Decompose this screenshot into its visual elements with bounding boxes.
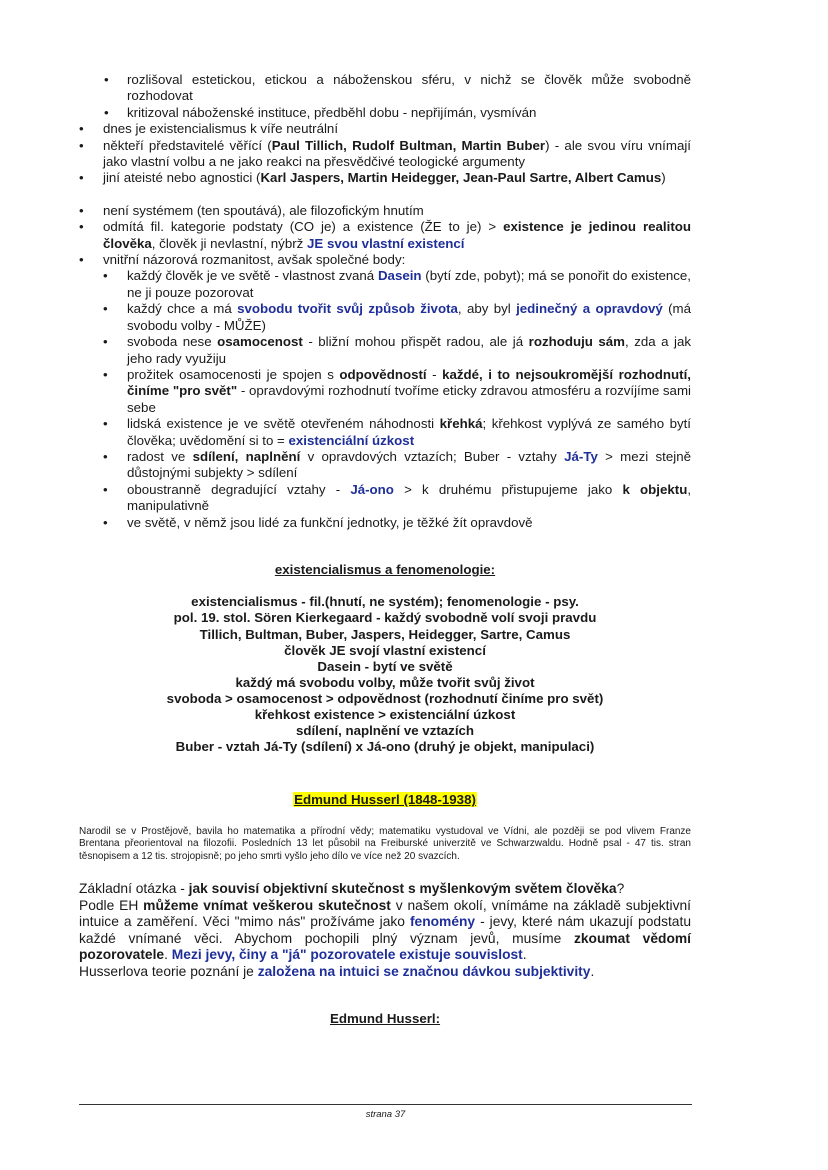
page-content	[79, 72, 691, 1027]
list-item: • někteří představitelé věřící (Paul Tillich, Rudolf Bultman, Martin Buber) - ale svou víru vnímají jako vlastní volbu a ne jako reakci na přesvědčivé teologické argumenty	[79, 138, 691, 171]
list-item: • ve světě, v němž jsou lidé za funkční jednotky, je těžké žít opravdově	[103, 515, 691, 531]
list-item: • prožitek osamocenosti je spojen s odpovědností - každé, i to nejsoukromější rozhodnutí, činíme "pro svět" - opravdovými rozhodnutí tvoříme eticky zdravou atmosféru a rozvíjíme sami sebe	[103, 367, 691, 416]
list-item: • lidská existence je ve světě otevřeném náhodnosti křehká; křehkost vyplývá ze samého bytí člověka; uvědomění si to = existenciální úzkost	[103, 416, 691, 449]
summary-line: existencialismus - fil.(hnutí, ne systém); fenomenologie - psy.	[191, 594, 579, 610]
husserl-bio: Narodil se v Prostějově, bavila ho matematika a přírodní vědy; matematiku vystudoval ve Vídni, ale později se pod vlivem Franze Brentana přeorientoval na filozofii. Posledních 13 let působil na Freiburské univerzitě ve Schwarzwaldu. Hodně psal - 47 tis. stran těsnopisem a 12 tis. strojopisně; po jeho smrti vyšlo jeho dílo ve více než 20 svazcích.	[79, 825, 691, 862]
sub-list-kierkegaard	[79, 72, 691, 121]
list-item: • svoboda nese osamocenost - bližní mohou přispět radou, ale já rozhoduju sám, zda a jak jeho rady využiju	[103, 334, 691, 367]
summary-line: Tillich, Bultman, Buber, Jaspers, Heidegger, Sartre, Camus	[199, 626, 571, 642]
list-item: • kritizoval náboženské instituce, předběhl dobu - nepřijímán, vysmíván	[79, 105, 691, 121]
list-item: • každý chce a má svobodu tvořit svůj způsob života, aby byl jedinečný a opravdový (má svobodu volby - MŮŽE)	[103, 301, 691, 334]
section-title-existencialismus: existencialismus a fenomenologie:	[274, 561, 496, 577]
husserl-title: Edmund Husserl (1848-1938)	[294, 792, 476, 808]
summary-line: člověk JE svojí vlastní existencí	[284, 642, 486, 658]
section-title-husserl: Edmund Husserl:	[329, 1010, 441, 1026]
page-number: strana 37	[365, 1109, 406, 1120]
list-item: • oboustranně degradující vztahy - Já-ono > k druhému přistupujeme jako k objektu, manipulativně	[103, 482, 691, 515]
summary-line: každý má svobodu volby, může tvořit svůj život	[235, 674, 535, 690]
husserl-paragraph: Základní otázka - jak souvisí objektivní skutečnost s myšlenkovým světem člověka? Podle EH můžeme vnímat veškerou skutečnost v našem okolí, vnímáme na základě subjektivní intuice a zaměření. Věci "mimo nás" prožíváme jako fenomény - jevy, které nám ukazují podstatu každé vnímané věci. Abychom pochopili plný význam jevů, musíme zkoumat vědomí pozorovatele. Mezi jevy, činy a "já" pozorovatele existuje souvislost. Husserlova teorie poznání je založena na intuici se značnou dávkou subjektivity.	[79, 880, 691, 979]
summary-line: svoboda > osamocenost > odpovědnost (rozhodnutí činíme pro svět)	[166, 690, 604, 706]
summary-line: křehkost existence > existenciální úzkost	[254, 707, 516, 723]
husserl-heading	[79, 792, 691, 808]
list-item: • radost ve sdílení, naplnění v opravdových vztazích; Buber - vztahy Já-Ty > mezi stejně důstojnými subjekty > sdílení	[103, 449, 691, 482]
list-item: • každý člověk je ve světě - vlastnost zvaná Dasein (bytí zde, pobyt); má se ponořit do existence, ne ji pouze pozorovat	[103, 268, 691, 301]
list-item: • odmítá fil. kategorie podstaty (CO je) a existence (ŽE to je) > existence je jedinou realitou člověka, člověk ji nevlastní, nýbrž JE svou vlastní existencí	[79, 219, 691, 252]
summary-line: Dasein - bytí ve světě	[317, 658, 453, 674]
list-existentialism	[79, 203, 691, 531]
list-item: • dnes je existencialismus k víře neutrální	[79, 121, 691, 137]
summary-block	[79, 594, 691, 755]
list-item: • vnitřní názorová rozmanitost, avšak společné body: • každý člověk je ve světě - vlastnost zvaná Dasein (bytí zde, pobyt); má se ponořit do existence, ne ji pouze pozorovat • každý chce a má svobodu tvořit svůj způsob života, aby byl jedinečný a opravdový (má svobodu volby - MŮŽE) • svoboda nese osamocenost - bližní mohou přispět radou, ale já rozhoduju sám, zda a jak jeho rady využiju • prožitek osamocenosti je spojen s odpovědností - každé, i to nejsoukromější rozhodnutí, činíme "pro svět" - opravdovými rozhodnutí tvoříme eticky zdravou atmosféru a rozvíjíme sami sebe • lidská existence je ve světě otevřeném náhodnosti křehká; křehkost vyplývá ze samého bytí člověka; uvědomění si to = existenciální úzkost • radost ve sdílení, naplnění v opravdových vztazích; Buber - vztahy Já-Ty > mezi stejně důstojnými subjekty > sdílení • oboustranně degradující vztahy - Já-ono > k druhému přistupujeme jako k objektu, manipulativně • ve světě, v němž jsou lidé za funkční jednotky, je těžké žít opravdově	[79, 252, 691, 531]
summary-line: Buber - vztah Já-Ty (sdílení) x Já-ono (druhý je objekt, manipulaci)	[175, 739, 595, 755]
list-item: • není systémem (ten spoutává), ale filozofickým hnutím	[79, 203, 691, 219]
sub-list-common-points	[103, 268, 691, 531]
list-faith	[79, 121, 691, 187]
summary-line: sdílení, naplnění ve vztazích	[295, 723, 475, 739]
summary-line: pol. 19. stol. Sören Kierkegaard - každý svobodně volí svoji pravdu	[173, 610, 597, 626]
list-item: • rozlišoval estetickou, etickou a náboženskou sféru, v nichž se člověk může svobodně rozhodovat	[79, 72, 691, 105]
footer-divider	[79, 1104, 692, 1105]
list-item: • jiní ateisté nebo agnostici (Karl Jaspers, Martin Heidegger, Jean-Paul Sartre, Albert Camus)	[79, 170, 691, 186]
